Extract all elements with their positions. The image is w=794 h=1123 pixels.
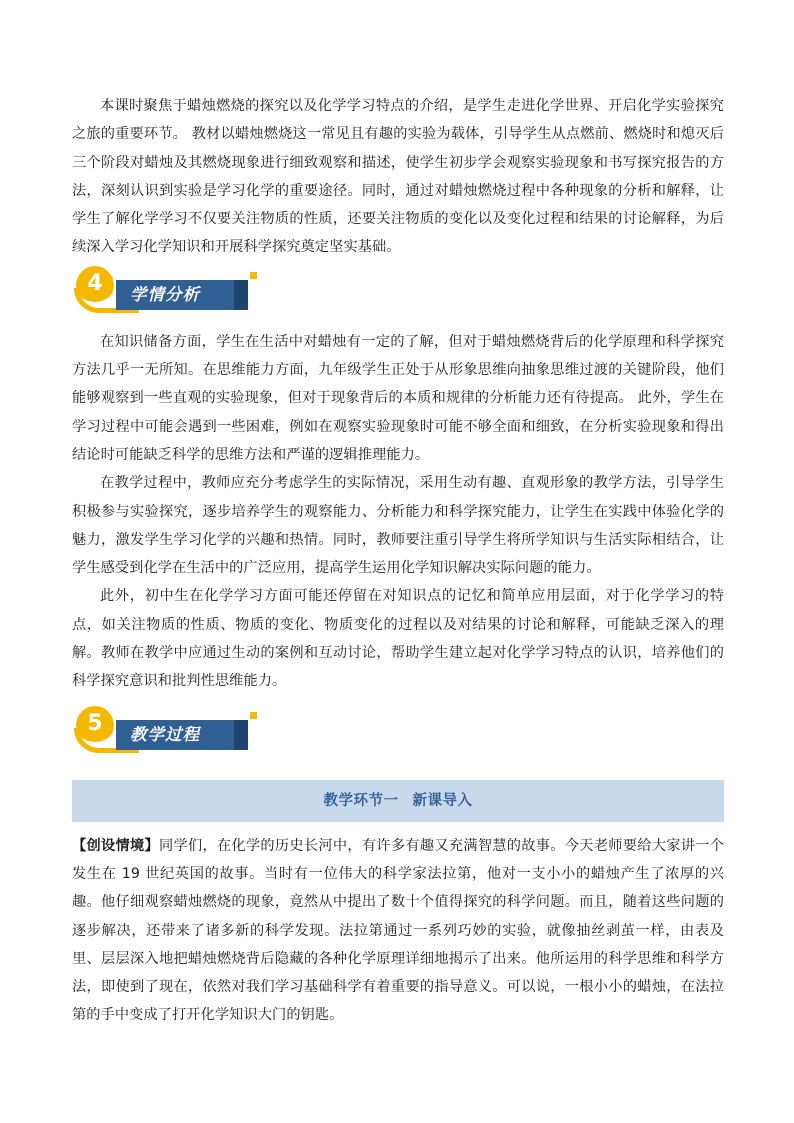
section-header-5: [72, 706, 724, 766]
section-number-badge: 5: [76, 706, 114, 742]
accent-square: [250, 272, 257, 279]
analysis-paragraph-1: 在知识储备方面，学生在生活中对蜡烛有一定的了解，但对于蜡烛燃烧背后的化学原理和科学探究方法几乎一无所知。在思维能力方面，九年级学生正处于从形象思维向抽象思维过渡的关键阶段，他们能够观察到一些直观的实验现象，但对于现象背后的本质和规律的分析能力还有待提高。 此外，学生在学习过程中可能会遇到一些困难，例如在观察实验现象时可能不够全面和细致，在分析实验现象和得出结论时可能缺乏科学的思维方法和严谨的逻辑推理能力。: [72, 333, 724, 463]
accent-square: [250, 712, 257, 719]
section-title: 教学过程: [116, 720, 248, 750]
section-number-badge: 4: [76, 266, 114, 302]
scenario-text: 同学们，在化学的历史长河中，有许多有趣又充满智慧的故事。今天老师要给大家讲一个发生在 19 世纪英国的故事。当时有一位伟大的科学家法拉第，他对一支小小的蜡烛产生了浓厚的兴趣。他仔细观察蜡烛燃烧的现象，竟然从中提出了数十个值得探究的科学问题。而且，随着这些问题的逐步解决，还带来了诸多新的科学发现。法拉第通过一系列巧妙的实验，就像抽丝剥茧一样，由表及里、层层深入地把蜡烛燃烧背后隐藏的各种化学原理详细地揭示了出来。他所运用的科学思维和科学方法，即使到了现在，依然对我们学习基础科学有着重要的指导意义。可以说，一根小小的蜡烛，在法拉第的手中变成了打开化学知识大门的钥匙。: [72, 837, 724, 1024]
scenario-tag: 【创设情境】: [72, 837, 159, 854]
step-label: 教学环节一: [323, 792, 399, 809]
intro-paragraph: 本课时聚焦于蜡烛燃烧的探究以及化学学习特点的介绍，是学生走进化学世界、开启化学实验探究之旅的重要环节。 教材以蜡烛燃烧这一常见且有趣的实验为载体，引导学生从点燃前、燃烧时和熄灭后三个阶段对蜡烛及其燃烧现象进行细致观察和描述，使学生初步学会观察实验现象和书写探究报告的方法，深刻认识到实验是学习化学的重要途径。同时，通过对蜡烛燃烧过程中各种现象的分析和解释，让学生了解化学学习不仅要关注物质的性质，还要关注物质的变化以及变化过程和结果的讨论解释，为后续深入学习化学知识和开展科学探究奠定坚实基础。: [72, 98, 724, 256]
analysis-paragraph-2: 在教学过程中，教师应充分考虑学生的实际情况，采用生动有趣、直观形象的教学方法，引导学生积极参与实验探究，逐步培养学生的观察能力、分析能力和科学探究能力，让学生在实践中体验化学的魅力，激发学生学习化学的兴趣和热情。同时，教师要注重引导学生将所学知识与生活实际相结合，让学生感受到化学在生活中的广泛应用，提高学生运用化学知识解决实际问题的能力。: [72, 475, 724, 577]
scenario-paragraph: [72, 832, 724, 1030]
document-body: [72, 92, 724, 1030]
section-header-4: [72, 266, 724, 326]
section-title: 学情分析: [116, 280, 248, 310]
step-name: 新课导入: [412, 792, 473, 809]
title-bar-edge: [234, 720, 248, 750]
teaching-step-bar: [72, 780, 724, 822]
title-bar-edge: [234, 280, 248, 310]
analysis-paragraph-3: 此外，初中生在化学学习方面可能还停留在对知识点的记忆和简单应用层面，对于化学学习的特点，如关注物质的性质、物质的变化、物质变化的过程以及对结果的讨论和解释，可能缺乏深入的理解。教师在教学中应通过生动的案例和互动讨论，帮助学生建立起对化学学习特点的认识，培养他们的科学探究意识和批判性思维能力。: [72, 588, 724, 690]
